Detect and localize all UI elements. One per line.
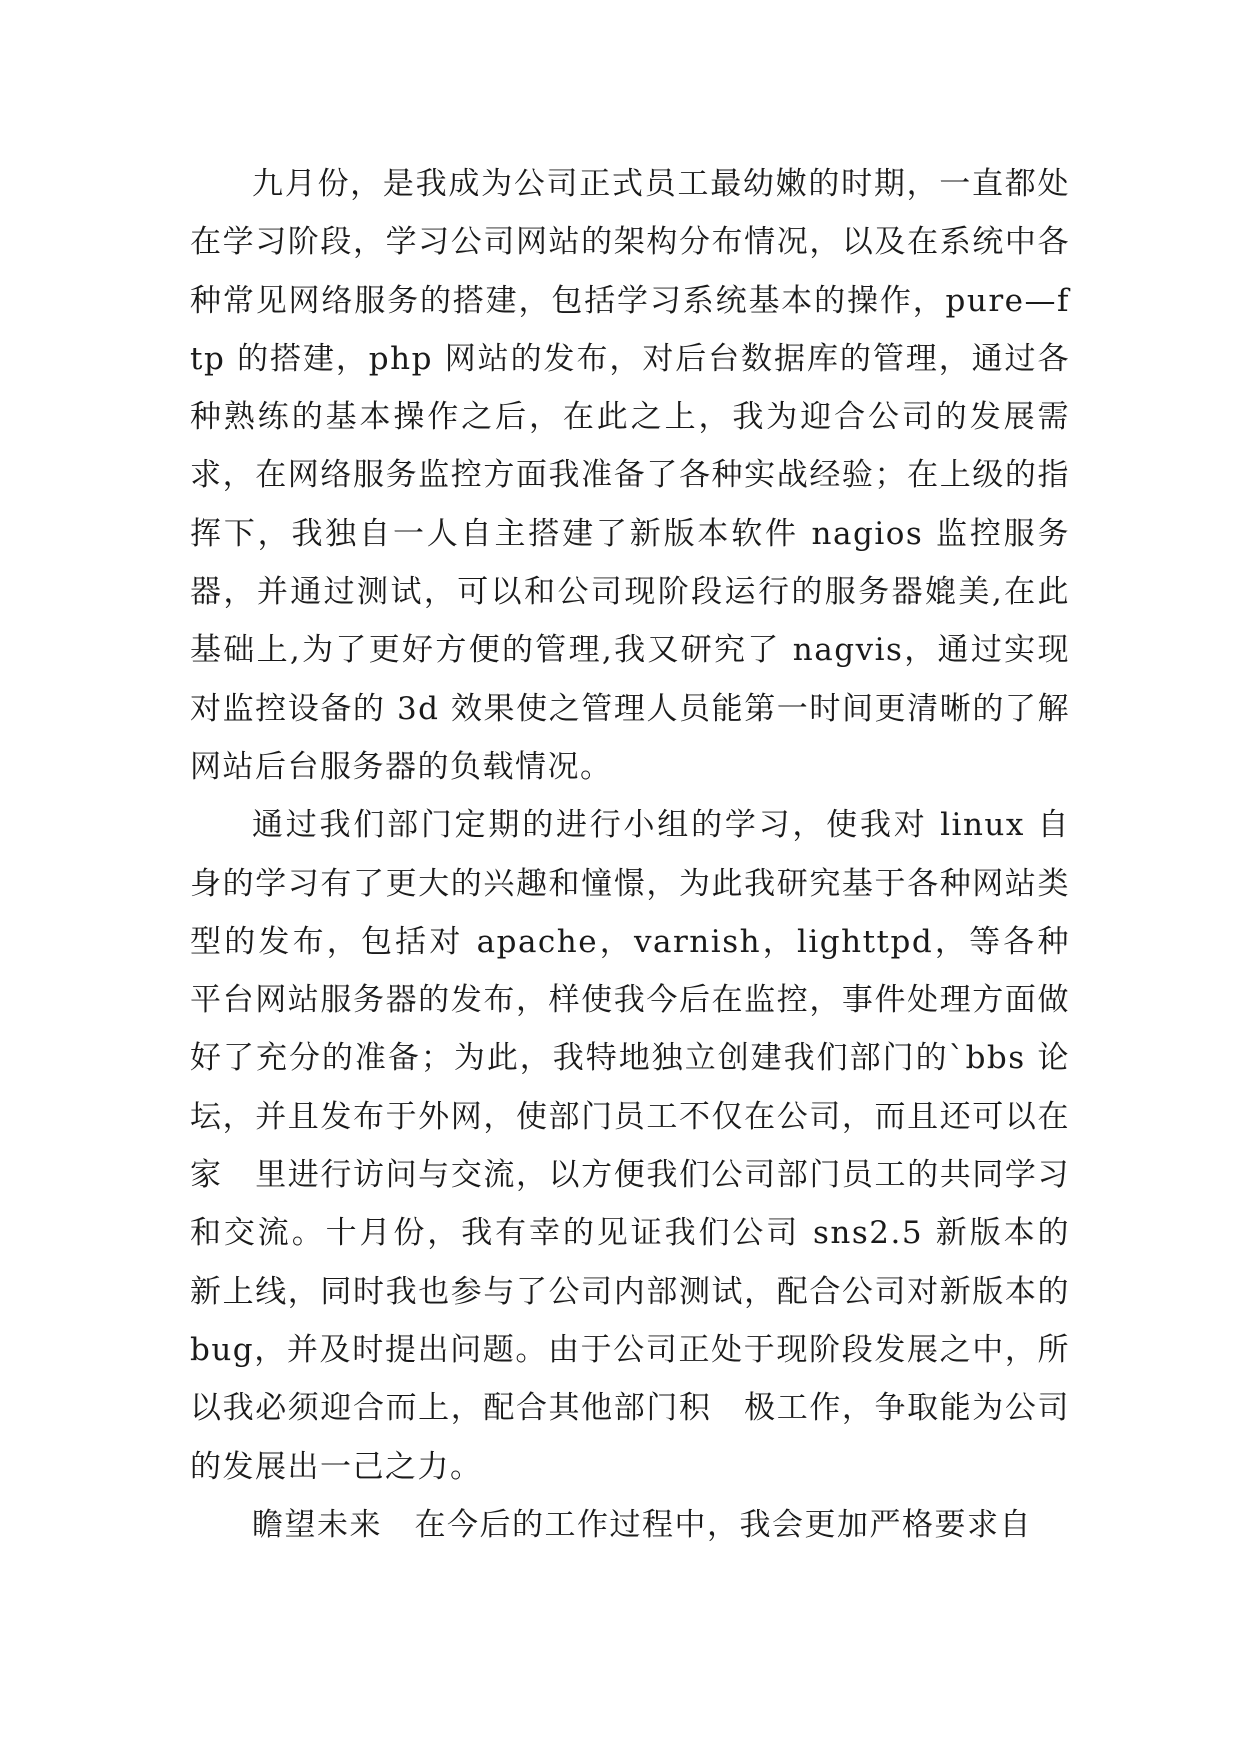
paragraph-future-outlook: 瞻望未来 在今后的工作过程中，我会更加严格要求自 bbox=[252, 1506, 1032, 1543]
paragraph-september-work: 九月份，是我成为公司正式员工最幼嫩的时期，一直都处在学习阶段，学习公司网站的架构分布情况，以及在系统中各种常见网络服务的搭建，包括学习系统基本的操作，pure—ftp 的搭建，php 网站的发布，对后台数据库的管理，通过各种熟练的基本操作之后，在此之上，我为迎合公司的发展需求，在网络服务监控方面我准备了各种实战经验；在上级的指挥下，我独自一人自主搭建了新版本软件 nagios 监控服务器，并通过测试，可以和公司现阶段运行的服务器媲美,在此基础上,为了更好方便的管理,我又研究了 nagvis，通过实现对监控设备的 3d 效果使之管理人员能第一时间更清晰的了解网站后台服务器的负载情况。 bbox=[190, 166, 1070, 785]
document-body bbox=[190, 155, 1070, 1554]
paragraph-department-study: 通过我们部门定期的进行小组的学习，使我对 linux 自身的学习有了更大的兴趣和憧憬，为此我研究基于各种网站类型的发布，包括对 apache，varnish，lighttpd，等各种平台网站服务器的发布，样使我今后在监控，事件处理方面做好了充分的准备；为此，我特地独立创建我们部门的`bbs 论坛，并且发布于外网，使部门员工不仅在公司，而且还可以在家 里进行访问与交流，以方便我们公司部门员工的共同学习和交流。十月份，我有幸的见证我们公司 sns2.5 新版本的新上线，同时我也参与了公司内部测试，配合公司对新版本的 bug，并及时提出问题。由于公司正处于现阶段发展之中，所以我必须迎合而上，配合其他部门积 极工作，争取能为公司的发展出一己之力。 bbox=[190, 807, 1070, 1485]
